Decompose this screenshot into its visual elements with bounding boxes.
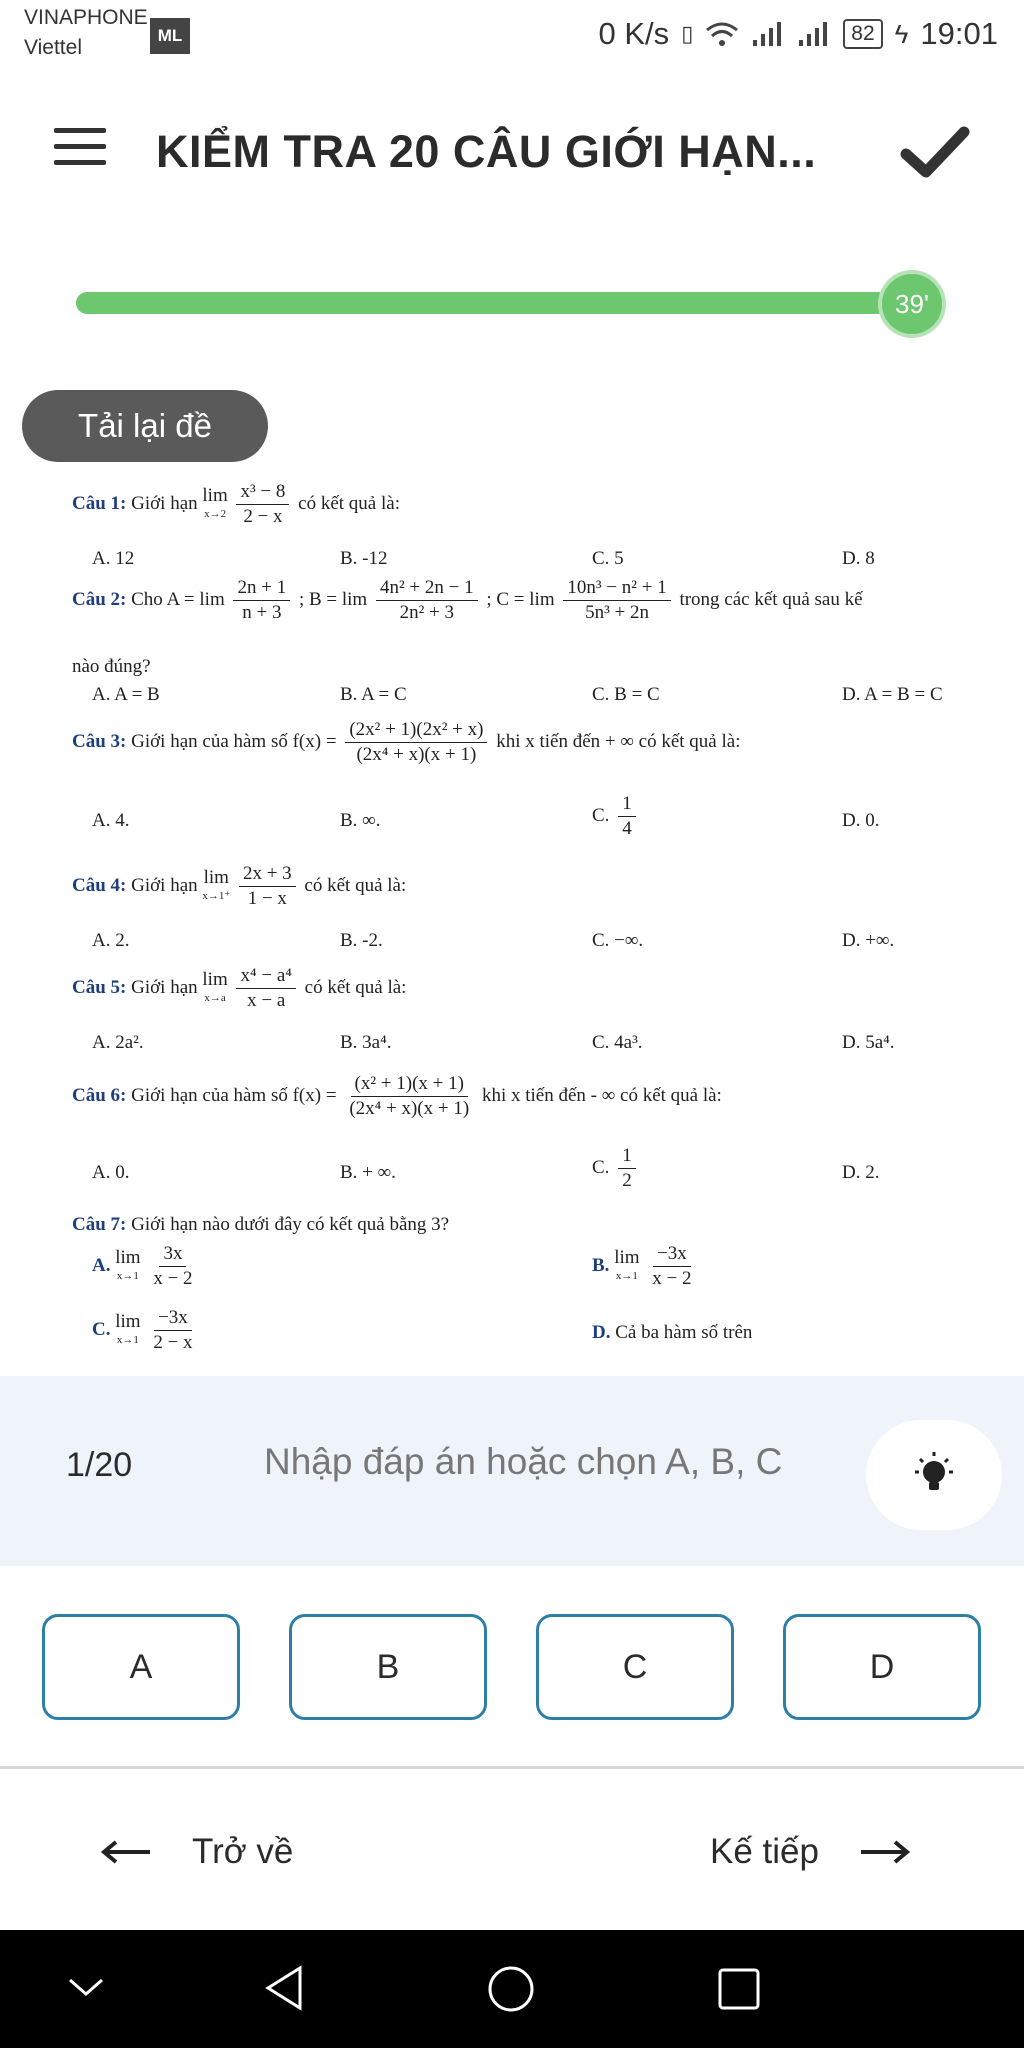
- q6-option-b: B. + ∞.: [340, 1162, 396, 1183]
- reload-exam-button[interactable]: Tải lại đề: [22, 390, 268, 462]
- divider: [0, 1766, 1024, 1769]
- submit-check-icon[interactable]: [900, 122, 970, 182]
- q5-option-d: D. 5a⁴.: [842, 1032, 895, 1053]
- carrier-name-1: VINAPHONE: [24, 6, 148, 29]
- option-c-button[interactable]: C: [536, 1614, 734, 1720]
- q1-option-d: D. 8: [842, 548, 875, 569]
- answer-input[interactable]: [262, 1440, 806, 1484]
- q7-option-c: C. lim x→1 $\frac{-3x}{2 - x}$: [92, 1307, 193, 1353]
- q2-option-c: C. B = C: [592, 684, 660, 705]
- back-button[interactable]: [100, 1822, 293, 1882]
- question-7: Câu 7: Giới hạn nào dưới đây có kết quả bằng 3?: [72, 1214, 450, 1235]
- q2-option-b: B. A = C: [340, 684, 407, 705]
- vibrate-icon: ▯: [681, 21, 694, 46]
- q5-option-b: B. 3a⁴.: [340, 1032, 392, 1053]
- q7-option-a: A. lim x→1 $\frac{3x}{x - 2}$: [92, 1243, 193, 1289]
- q4-option-c: C. −∞.: [592, 930, 644, 951]
- q7-option-b: B. lim x→1 $\frac{-3x}{x - 2}$: [592, 1243, 692, 1289]
- recents-square-icon[interactable]: [716, 1966, 762, 2012]
- q5-option-c: C. 4a³.: [592, 1032, 643, 1053]
- next-button[interactable]: [710, 1822, 911, 1882]
- system-navigation-bar: [0, 1930, 1024, 2048]
- q4-option-b: B. -2.: [340, 930, 383, 951]
- question-2-continued: nào đúng?: [72, 656, 151, 677]
- q7-option-d: D. Cả ba hàm số trên: [592, 1322, 753, 1343]
- collapse-chevron-icon[interactable]: [66, 1974, 106, 2000]
- arrow-right-icon: [859, 1840, 911, 1864]
- lightbulb-icon: [907, 1448, 961, 1502]
- q2-option-a: A. A = B: [92, 684, 160, 705]
- q3-option-a: A. 4.: [92, 810, 130, 831]
- q3-option-b: B. ∞.: [340, 810, 381, 831]
- question-counter: 1/20: [66, 1446, 133, 1484]
- q5-option-a: A. 2a².: [92, 1032, 144, 1053]
- option-d-button[interactable]: D: [783, 1614, 981, 1720]
- answer-bar: [0, 1376, 1024, 1566]
- signal-icon-2: [797, 20, 831, 48]
- question-2: Câu 2: Cho A = lim $\frac{2n + 1}{n + 3}$ ; B = lim $\frac{\text{4n² + 2n − 1}}{\text{2n² + 3}}$ ; C = lim $\frac{\text{10n³ − n² + 1}}{\text{5n³ + 2n}}$ trong các kết quả sau kế: [72, 577, 863, 623]
- q1-option-b: B. -12: [340, 548, 388, 569]
- home-circle-icon[interactable]: [486, 1964, 536, 2014]
- question-4: Câu 4: Giới hạn lim x→1⁺ $\frac{2x + 3}{1 - x}$ có kết quả là:: [72, 863, 407, 909]
- q6-option-a: A. 0.: [92, 1162, 130, 1183]
- question-6: Câu 6: Giới hạn của hàm số f(x) = $\frac{\text{(x² + 1)(x + 1)}}{\text{(2x⁴ + x)(x + 1)}}$ khi x tiến đến - ∞ có kết quả là:: [72, 1073, 722, 1119]
- carrier-badge: ML: [150, 18, 190, 54]
- q6-option-c: C. $\frac{1}{2}$: [592, 1144, 640, 1193]
- q3-option-d: D. 0.: [842, 810, 880, 831]
- back-triangle-icon[interactable]: [262, 1964, 306, 2012]
- question-1: Câu 1: Giới hạn lim x→2 $\frac{\text{x³ − 8}}{2 - x}$ có kết quả là:: [72, 481, 400, 527]
- clock: 19:01: [920, 16, 998, 51]
- q1-option-a: A. 12: [92, 548, 135, 569]
- next-label: Kế tiếp: [710, 1832, 819, 1871]
- q6-option-d: D. 2.: [842, 1162, 880, 1183]
- arrow-left-icon: [100, 1840, 152, 1864]
- status-bar: [0, 0, 1024, 74]
- back-label: Trở về: [192, 1832, 294, 1871]
- q1-option-c: C. 5: [592, 548, 624, 569]
- page-title: KIỂM TRA 20 CÂU GIỚI HẠN...: [156, 126, 817, 177]
- option-a-button[interactable]: A: [42, 1614, 240, 1720]
- battery-level: 82: [843, 19, 882, 49]
- q4-option-d: D. +∞.: [842, 930, 895, 951]
- q3-option-c: C. $\frac{1}{4}$: [592, 792, 640, 841]
- timer-progress-bar: [76, 292, 901, 314]
- q4-option-a: A. 2.: [92, 930, 130, 951]
- menu-icon[interactable]: [54, 128, 106, 176]
- signal-icon-1: [751, 20, 785, 48]
- option-b-button[interactable]: B: [289, 1614, 487, 1720]
- app-header: [0, 74, 1024, 234]
- carrier-name-2: Viettel: [24, 36, 82, 59]
- wifi-icon: [705, 20, 739, 48]
- hint-button[interactable]: [866, 1420, 1002, 1530]
- question-3: Câu 3: Giới hạn của hàm số f(x) = $\frac{\text{(2x² + 1)(2x² + x)}}{\text{(2x⁴ + x)(x + 1)}}$ khi x tiến đến + ∞ có kết quả là:: [72, 719, 741, 765]
- question-sheet: [0, 470, 1024, 1375]
- status-icons: [599, 16, 998, 52]
- question-5: Câu 5: Giới hạn lim x→a $\frac{\text{x⁴ − a⁴}}{x - a}$ có kết quả là:: [72, 965, 407, 1011]
- timer-badge: 39': [878, 270, 946, 338]
- q2-option-d: D. A = B = C: [842, 684, 943, 705]
- network-speed: 0 K/s: [598, 16, 670, 51]
- charging-icon: ϟ: [894, 18, 909, 49]
